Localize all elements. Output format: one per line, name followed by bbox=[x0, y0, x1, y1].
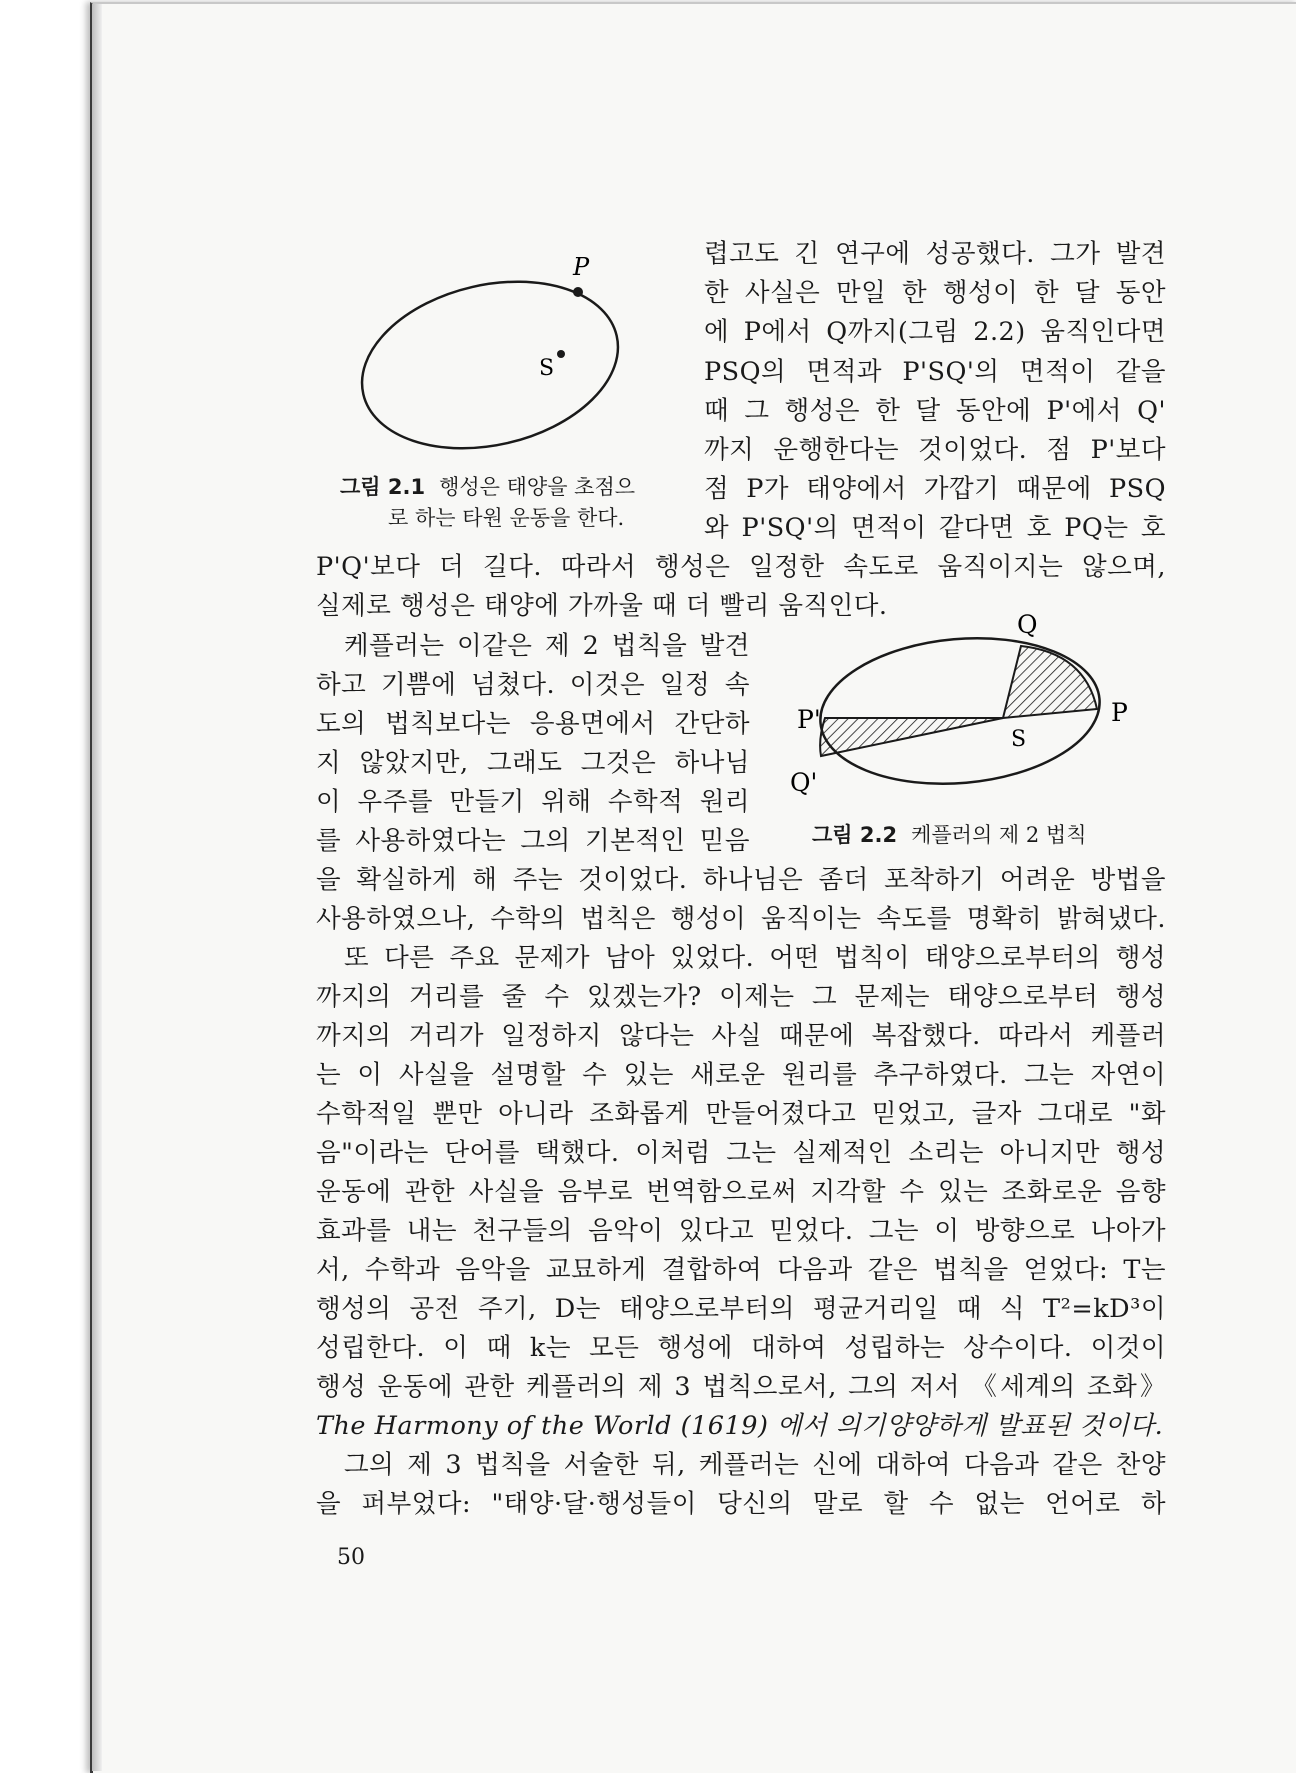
figure-2-1-orbit-diagram bbox=[300, 245, 660, 475]
label-p-prime: P' bbox=[797, 705, 821, 734]
text-line: 에 P에서 Q까지(그림 2.2) 움직인다면 bbox=[704, 317, 1166, 347]
text-line: 한 사실은 만일 한 행성이 한 달 동안 bbox=[704, 278, 1166, 308]
label-q: Q bbox=[1017, 610, 1038, 639]
hatched-sector-psq bbox=[1003, 646, 1097, 718]
text-line: 점 P가 태양에서 가깝기 때문에 PSQ bbox=[704, 474, 1166, 504]
text-line: 을 확실하게 해 주는 것이었다. 하나님은 좀더 포착하기 어려운 방법을 bbox=[316, 865, 1166, 895]
text-line: 수학적일 뿐만 아니라 조화롭게 만들어졌다고 믿었고, 글자 그대로 "화 bbox=[316, 1099, 1166, 1129]
planet-dot-p bbox=[573, 287, 583, 297]
text-line: 케플러는 이같은 제 2 법칙을 발견 bbox=[344, 631, 750, 661]
text-line: 도의 법칙보다는 응용면에서 간단하 bbox=[316, 709, 750, 739]
text-line: 행성 운동에 관한 케플러의 제 3 법칙으로서, 그의 저서 《세계의 조화》 bbox=[316, 1372, 1166, 1402]
text-line: 또 다른 주요 문제가 남아 있었다. 어떤 법칙이 태양으로부터의 행성 bbox=[344, 943, 1166, 973]
figure-2-2-second-law-diagram bbox=[785, 603, 1150, 813]
label-s: S bbox=[1011, 727, 1027, 752]
text-line: 까지의 거리가 일정하지 않다는 사실 때문에 복잡했다. 따라서 케플러 bbox=[316, 1021, 1166, 1051]
text-line: 사용하였으나, 수학의 법칙은 행성이 움직이는 속도를 명확히 밝혀냈다. bbox=[316, 904, 1166, 934]
figure-2-2-caption bbox=[812, 820, 1086, 850]
text-line: 행성의 공전 주기, D는 태양으로부터의 평균거리일 때 식 T²=kD³이 bbox=[316, 1294, 1166, 1324]
figure-2-2-caption-label: 그림 2.2 bbox=[812, 823, 898, 847]
label-p: P bbox=[573, 253, 590, 281]
text-line: 음"이라는 단어를 택했다. 이처럼 그는 실제적인 소리는 아니지만 행성 bbox=[316, 1138, 1166, 1168]
text-line: 그의 제 3 법칙을 서술한 뒤, 케플러는 신에 대하여 다음과 같은 찬양 bbox=[344, 1450, 1166, 1480]
label-p: P bbox=[1111, 698, 1128, 727]
text-line: 서, 수학과 음악을 교묘하게 결합하여 다음과 같은 법칙을 얻었다: T는 bbox=[316, 1255, 1166, 1285]
text-line: 때 그 행성은 한 달 동안에 P'에서 Q' bbox=[704, 396, 1166, 426]
label-s: S bbox=[539, 356, 555, 381]
text-line: P'Q'보다 더 길다. 따라서 행성은 일정한 속도로 움직이지는 않으며, bbox=[316, 552, 1166, 582]
text-line: 까지의 거리를 줄 수 있겠는가? 이제는 그 문제는 태양으로부터 행성 bbox=[316, 982, 1166, 1012]
figure-2-1-caption-text-2: 로 하는 타원 운동을 한다. bbox=[388, 506, 625, 530]
text-line: 렵고도 긴 연구에 성공했다. 그가 발견 bbox=[704, 239, 1166, 269]
text-line: 을 퍼부었다: "태양·달·행성들이 당신의 말로 할 수 없는 언어로 하 bbox=[316, 1489, 1166, 1519]
text-line: 는 이 사실을 설명할 수 있는 새로운 원리를 추구하였다. 그는 자연이 bbox=[316, 1060, 1166, 1090]
text-line: PSQ의 면적과 P'SQ'의 면적이 같을 bbox=[704, 357, 1166, 387]
page-edge-shadow bbox=[92, 4, 102, 1771]
text-line: The Harmony of the World (1619) 에서 의기양양하게 발표된 것이다. bbox=[316, 1411, 1164, 1441]
figure-2-1-caption-line2 bbox=[388, 503, 624, 533]
text-line: 효과를 내는 천구들의 음악이 있다고 믿었다. 그는 이 방향으로 나아가 bbox=[316, 1216, 1166, 1246]
figure-2-2-caption-text: 케플러의 제 2 법칙 bbox=[911, 823, 1087, 847]
text-line: 까지 운행한다는 것이었다. 점 P'보다 bbox=[704, 435, 1166, 465]
text-line: 를 사용하였다는 그의 기본적인 믿음 bbox=[316, 826, 750, 856]
text-line: 와 P'SQ'의 면적이 같다면 호 PQ는 호 bbox=[704, 513, 1166, 543]
orbit-ellipse bbox=[345, 258, 634, 472]
figure-2-1-caption-text-1: 행성은 태양을 초점으 bbox=[439, 475, 636, 499]
text-line: 성립한다. 이 때 k는 모든 행성에 대하여 성립하는 상수이다. 이것이 bbox=[316, 1333, 1166, 1363]
figure-2-1-caption-line1 bbox=[340, 472, 635, 502]
text-line: 운동에 관한 사실을 음부로 번역함으로써 지각할 수 있는 조화로운 음향 bbox=[316, 1177, 1166, 1207]
text-line: 이 우주를 만들기 위해 수학적 원리 bbox=[316, 787, 750, 817]
page-number: 50 bbox=[337, 1545, 365, 1570]
figure-2-1-caption-label: 그림 2.1 bbox=[340, 475, 426, 499]
hatched-sector-p-s-q-prime bbox=[820, 718, 1003, 756]
text-line: 하고 기쁨에 넘쳤다. 이것은 일정 속 bbox=[316, 670, 750, 700]
text-line: 실제로 행성은 태양에 가까울 때 더 빨리 움직인다. bbox=[316, 591, 888, 621]
sun-dot-s bbox=[557, 350, 565, 358]
label-q-prime: Q' bbox=[790, 768, 818, 797]
text-line: 지 않았지만, 그래도 그것은 하나님 bbox=[316, 748, 750, 778]
